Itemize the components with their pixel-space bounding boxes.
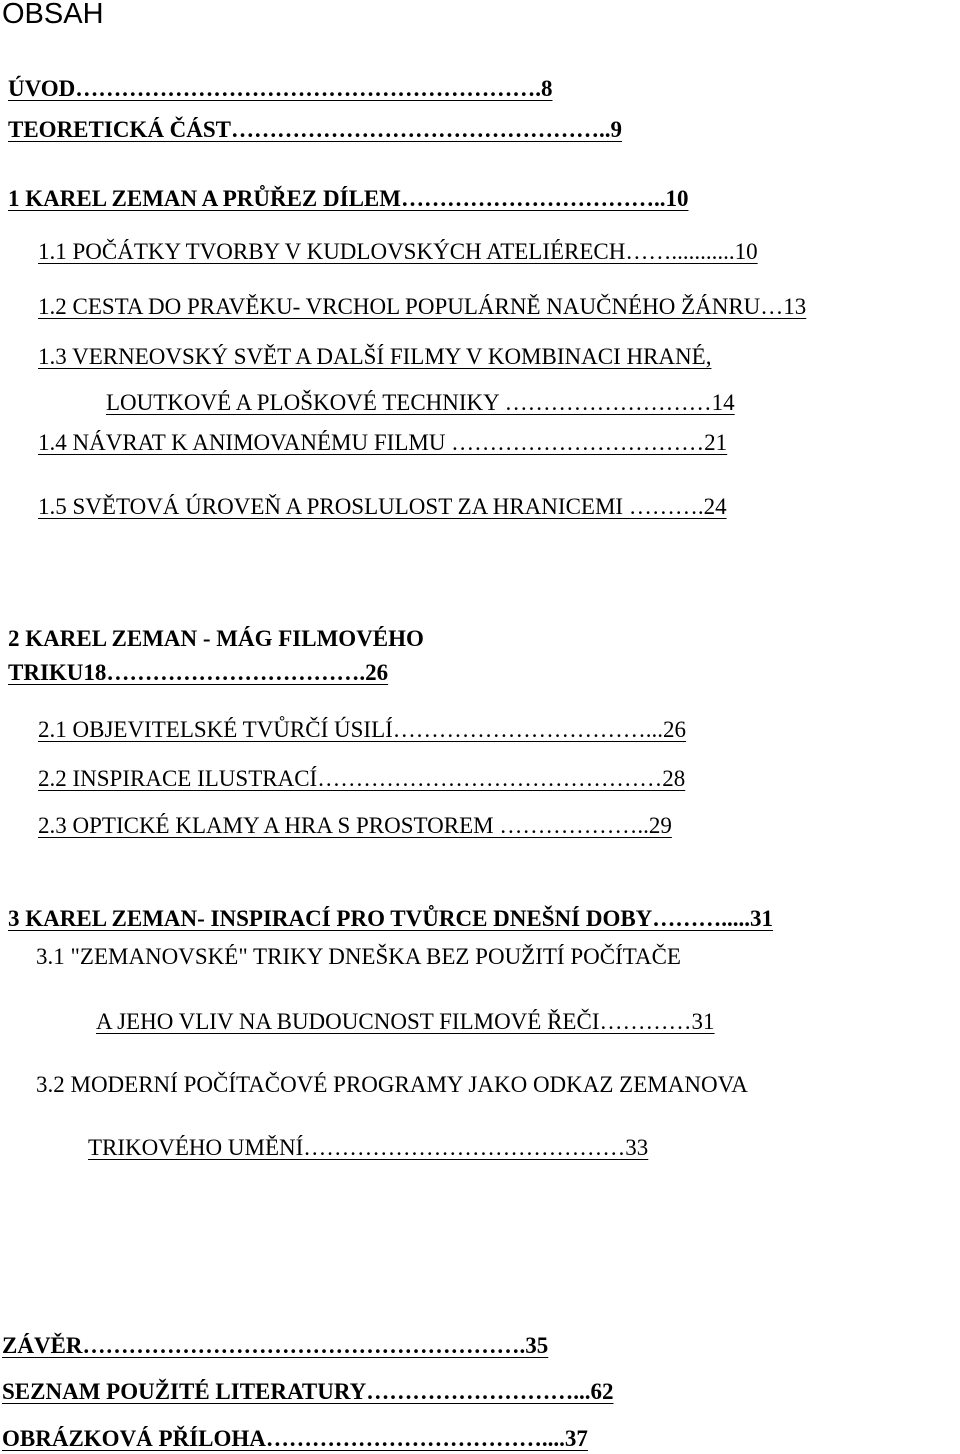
- toc-entry-3-1-continued[interactable]: A JEHO VLIV NA BUDOUCNOST FILMOVÉ ŘEČI…………31: [96, 1009, 715, 1034]
- toc-entry-seznam-literatury[interactable]: SEZNAM POUŽITÉ LITERATURY………………………...62: [2, 1379, 614, 1404]
- toc-entry-3-2[interactable]: 3.2 MODERNÍ POČÍTAČOVÉ PROGRAMY JAKO ODKAZ ZEMANOVA: [36, 1072, 748, 1097]
- toc-entry-uvod[interactable]: ÚVOD…………………………………………………….8: [8, 76, 553, 101]
- toc-entry-chapter-3[interactable]: 3 KAREL ZEMAN- INSPIRACÍ PRO TVŮRCE DNEŠNÍ DOBY……….....31: [8, 906, 774, 931]
- toc-entry-1-3[interactable]: 1.3 VERNEOVSKÝ SVĚT A DALŠÍ FILMY V KOMBINACI HRANÉ,: [38, 344, 712, 369]
- toc-entry-1-3-continued[interactable]: LOUTKOVÉ A PLOŠKOVÉ TECHNIKY ………………………14: [106, 390, 735, 415]
- toc-entry-chapter-2-continued[interactable]: TRIKU18…………………………….26: [8, 660, 389, 685]
- toc-entry-3-2-continued[interactable]: TRIKOVÉHO UMĚNÍ……………………………………33: [88, 1135, 649, 1160]
- toc-entry-1-4[interactable]: 1.4 NÁVRAT K ANIMOVANÉMU FILMU ……………………………21: [38, 430, 728, 455]
- toc-entry-2-1[interactable]: 2.1 OBJEVITELSKÉ TVŮRČÍ ÚSILÍ……………………………...26: [38, 717, 687, 742]
- toc-entry-1-1[interactable]: 1.1 POČÁTKY TVORBY V KUDLOVSKÝCH ATELIÉRECH……...........10: [38, 239, 758, 264]
- toc-entry-teoreticka-cast[interactable]: TEORETICKÁ ČÁST…………………………………………..9: [8, 117, 623, 142]
- toc-entry-1-5[interactable]: 1.5 SVĚTOVÁ ÚROVEŇ A PROSLULOST ZA HRANICEMI ……….24: [38, 494, 727, 519]
- toc-entry-zaver[interactable]: ZÁVĚR………………………………………………….35: [2, 1333, 549, 1358]
- page-title: OBSAH: [2, 0, 104, 30]
- toc-entry-3-1[interactable]: 3.1 "ZEMANOVSKÉ" TRIKY DNEŠKA BEZ POUŽITÍ POČÍTAČE: [36, 944, 681, 969]
- toc-entry-chapter-2[interactable]: 2 KAREL ZEMAN - MÁG FILMOVÉHO: [8, 626, 424, 651]
- toc-entry-obrazkova-priloha[interactable]: OBRÁZKOVÁ PŘÍLOHA………………………………....37: [2, 1426, 588, 1451]
- toc-entry-2-2[interactable]: 2.2 INSPIRACE ILUSTRACÍ………………………………………28: [38, 766, 686, 791]
- toc-entry-chapter-1[interactable]: 1 KAREL ZEMAN A PRŮŘEZ DÍLEM……………………………..10: [8, 186, 689, 211]
- toc-entry-1-2[interactable]: 1.2 CESTA DO PRAVĚKU- VRCHOL POPULÁRNĚ NAUČNÉHO ŽÁNRU…13: [38, 294, 807, 319]
- toc-entry-2-3[interactable]: 2.3 OPTICKÉ KLAMY A HRA S PROSTOREM ………………..29: [38, 813, 672, 838]
